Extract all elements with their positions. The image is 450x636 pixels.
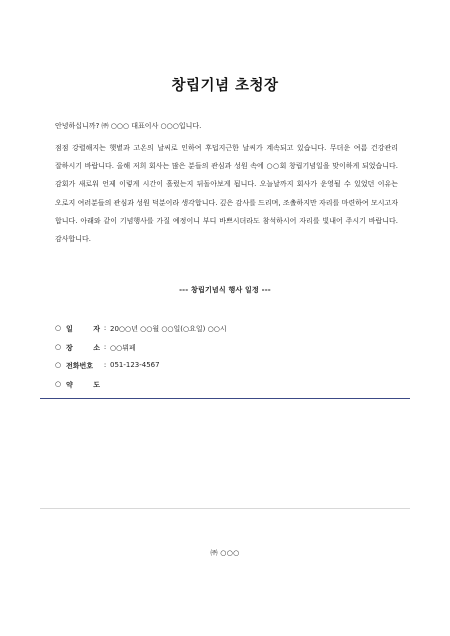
detail-label-map: 약 도	[66, 380, 100, 389]
divider-line-footer	[40, 508, 410, 509]
schedule-heading: --- 창립기념식 행사 일정 ---	[179, 286, 271, 294]
detail-colon: :	[103, 361, 107, 369]
detail-value-location: ○○뷔페	[110, 343, 136, 352]
divider-line	[40, 398, 410, 399]
bullet-circle: ○	[55, 342, 62, 351]
detail-colon: :	[103, 324, 107, 332]
detail-colon: :	[103, 342, 107, 351]
detail-label-location: 장 소	[66, 343, 100, 352]
detail-label-date: 일 자	[66, 325, 100, 333]
detail-row-date	[55, 324, 395, 343]
schedule-details	[55, 324, 395, 398]
bullet-circle: ○	[55, 379, 62, 388]
bullet-circle: ○	[55, 324, 62, 332]
detail-value-date: 20○○년 ○○월 ○○일(○요일) ○○시	[110, 325, 227, 333]
detail-row-phone	[55, 361, 395, 380]
detail-label-phone: 전화번호	[66, 362, 94, 370]
document-title: 창립기념 초청장	[171, 78, 279, 94]
sender-name: ㈜ ○○○	[210, 549, 240, 557]
detail-row-map	[55, 380, 395, 399]
detail-row-location	[55, 343, 395, 362]
body-text	[55, 139, 398, 248]
detail-value-phone: 051-123-4567	[110, 361, 160, 369]
body-paragraph: 점점 강렬해지는 햇볕과 고온의 날씨로 인하여 후덥지근한 날씨가 계속되고 있습니다. 무더운 여름 건강관리 잘하시기 바랍니다. 올해 저희 회사는 많은 분들의 관심과 성원 속에 ○○회 창립기념일을 맞이하게 되었습니다. 감회가 새로워 언제 이렇게 시간이 흘렀는지 뒤돌아보게 됩니다. 오늘날까지 회사가 운영될 수 있었던 이유는 오로지 여러분들의 관심과 성원 덕분이라 생각합니다. 깊은 감사를 드리며, 조촐하지만 자리를 마련하여 모시고자 합니다. 아래와 같이 기념행사를 가질 예정이니 부디 바쁘시더라도 참석하시어 자리를 빛내어 주시기 바랍니다. 감사합니다.	[55, 144, 398, 244]
greeting-line: 안녕하십니까? ㈜ ○○○ 대표이사 ○○○입니다.	[55, 122, 202, 130]
bullet-circle: ○	[55, 361, 62, 369]
